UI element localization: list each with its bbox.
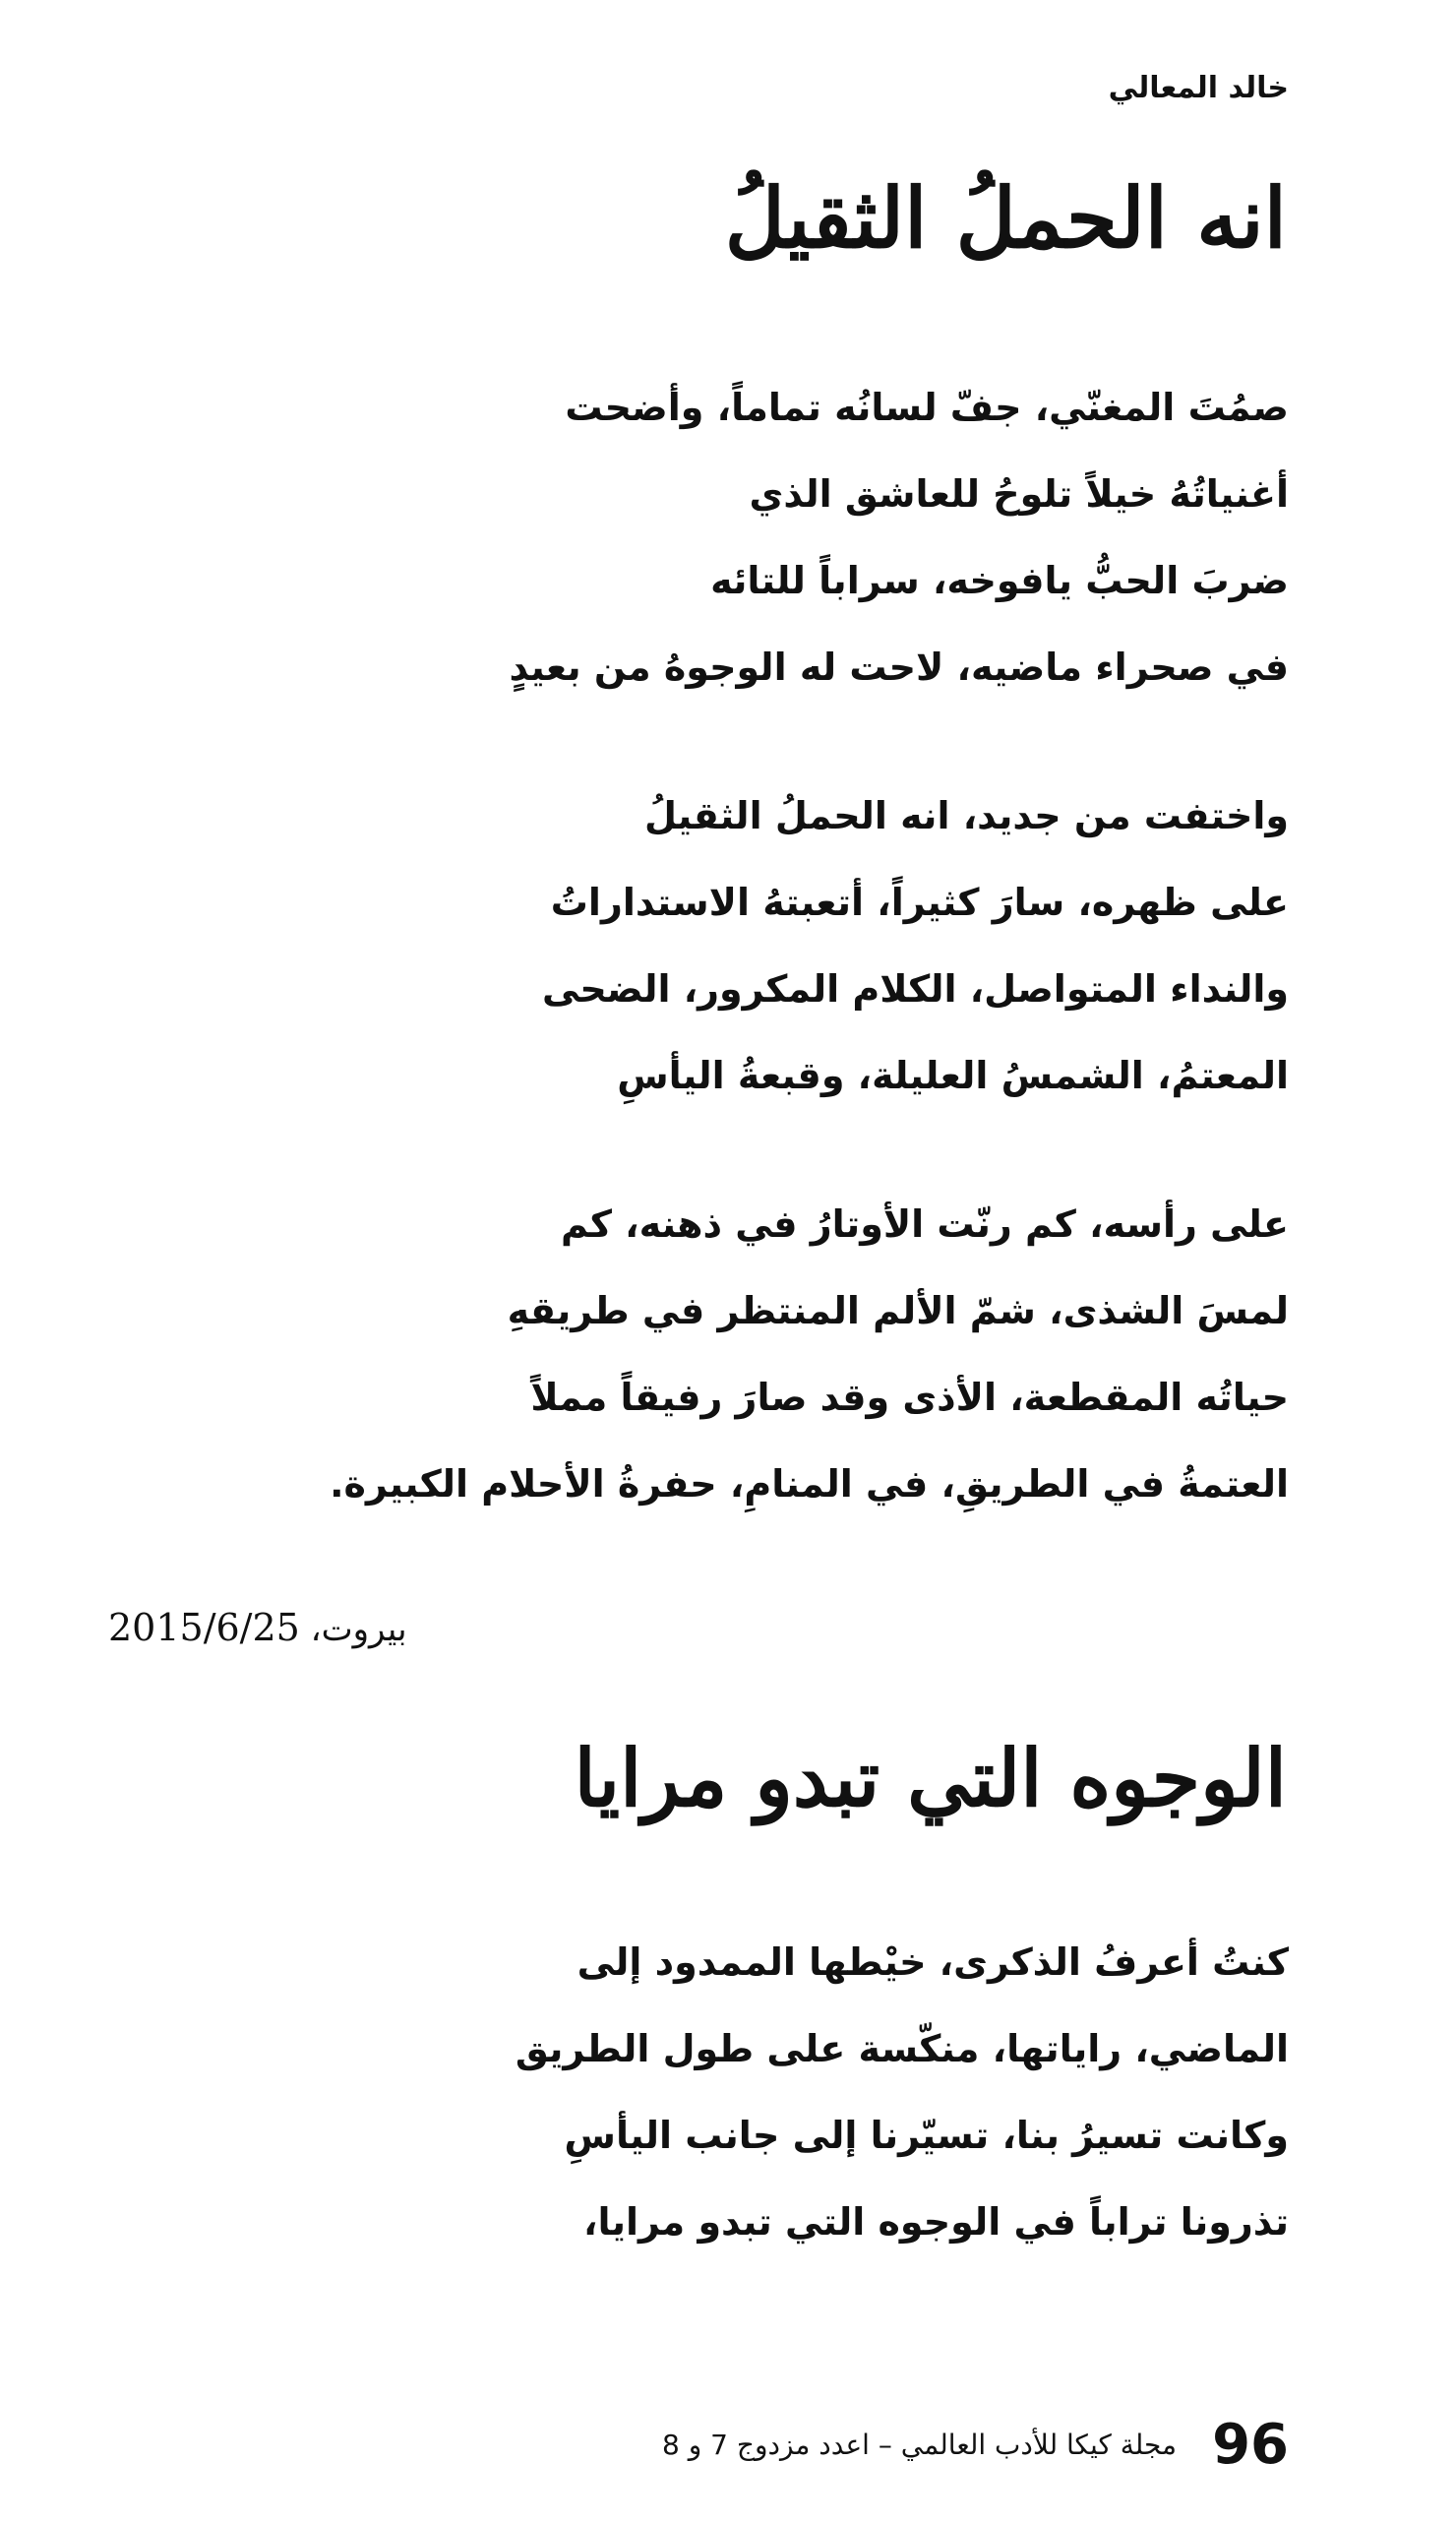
poem-line: الماضي، راياتها، منكّسة على طول الطريق [515, 2027, 1289, 2070]
poem-line: في صحراء ماضيه، لاحت له الوجوهُ من بعيدٍ [509, 646, 1289, 689]
journal-name: مجلة كيكا للأدب العالمي – اعدد مزدوج 7 و 8 [662, 2429, 1178, 2461]
poem-line: العتمةُ في الطريقِ، في المنامِ، حفرةُ الأحلام الكبيرة. [330, 1462, 1289, 1506]
page-footer [662, 2413, 1289, 2477]
poem-line: واختفت من جديد، انه الحملُ الثقيلُ [644, 794, 1289, 837]
poem-line: وكانت تسيرُ بنا، تسيّرنا إلى جانب اليأسِ [564, 2114, 1289, 2157]
poem-line: صمُتَ المغنّي، جفّ لسانُه تماماً، وأضحت [565, 386, 1289, 429]
poem-stanza [330, 1181, 1289, 1527]
poem-line: تذرونا تراباً في الوجوه التي تبدو مرايا، [583, 2200, 1289, 2244]
date: 2015/6/25 [108, 1606, 300, 1649]
poem-line: على ظهره، سارَ كثيراً، أتعبتهُ الاستداراتُ [550, 881, 1289, 924]
poem-line: لمسَ الشذى، شمّ الألم المنتظر في طريقهِ [507, 1289, 1289, 1332]
poem-line: والنداء المتواصل، الكلام المكرور، الضحى [541, 967, 1289, 1011]
poem-title: انه الحملُ الثقيلُ [724, 169, 1287, 267]
poem-line: حياتُه المقطعة، الأذى وقد صارَ رفيقاً مملاً [530, 1376, 1289, 1419]
page-number: 96 [1212, 2413, 1289, 2477]
author-name: خالد المعالي [1108, 71, 1289, 105]
poem-line: كنتُ أعرفُ الذكرى، خيْطها الممدود إلى [576, 1940, 1289, 1984]
poem-title: الوجوه التي تبدو مرايا [574, 1732, 1287, 1824]
poem-line: على رأسه، كم رنّت الأوتارُ في ذهنه، كم [561, 1202, 1289, 1246]
poem-line: ضربَ الحبُّ يافوخه، سراباً للتائه [710, 559, 1289, 602]
poem-line: أغنياتُهُ خيلاً تلوحُ للعاشق الذي [749, 472, 1289, 516]
poem-stanza [542, 772, 1289, 1119]
place: بيروت، [310, 1610, 407, 1649]
place-date [108, 1606, 407, 1649]
poem-line: المعتمُ، الشمسُ العليلة، وقبعةُ اليأسِ [617, 1054, 1289, 1097]
poem-stanza [516, 1919, 1289, 2265]
poem-stanza [509, 364, 1289, 710]
